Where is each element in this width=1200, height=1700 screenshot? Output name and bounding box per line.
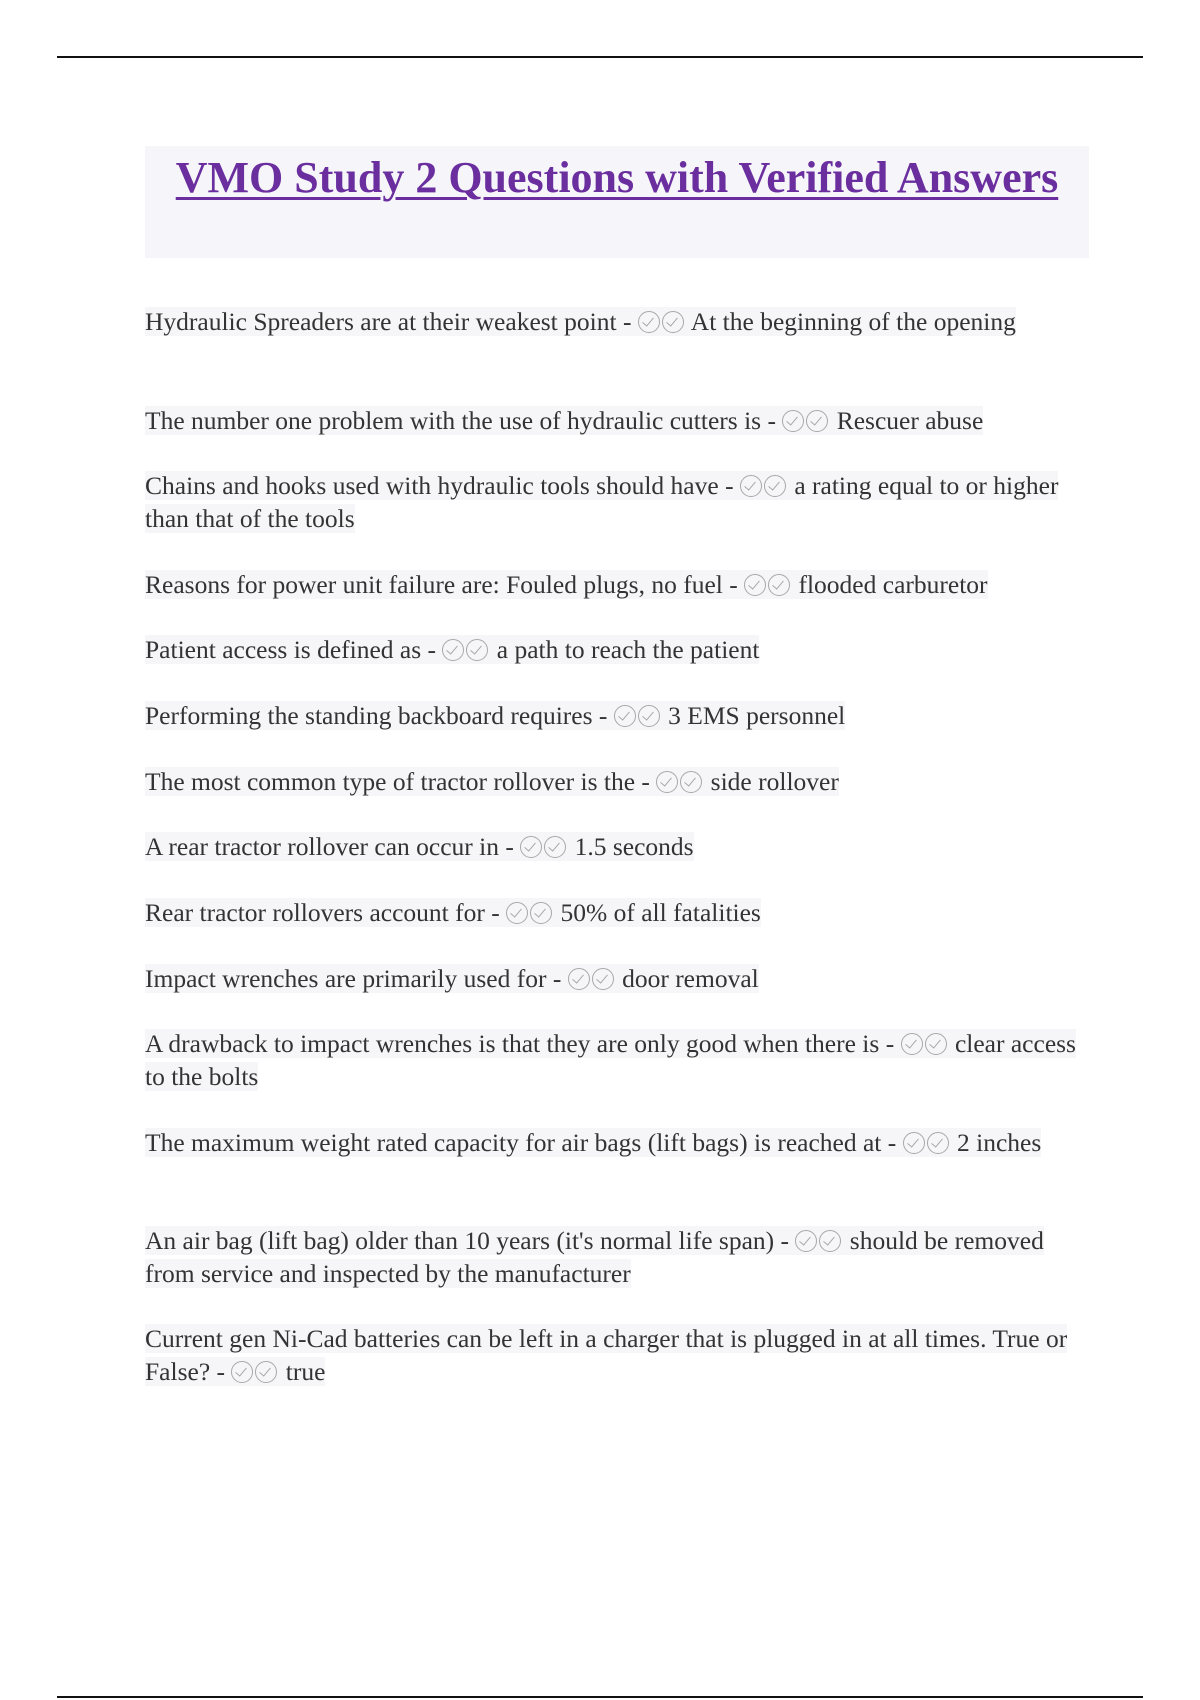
qa-item	[145, 765, 1089, 798]
check-icon	[656, 771, 678, 793]
qa-item	[145, 1322, 1089, 1388]
check-icon	[806, 410, 828, 432]
check-icon	[638, 311, 660, 333]
separator: -	[879, 1029, 901, 1058]
question-text: The number one problem with the use of hydraulic cutters is	[145, 406, 762, 435]
separator: -	[616, 307, 638, 336]
check-icon	[520, 836, 542, 858]
check-icon	[466, 639, 488, 661]
answer-text: a path to reach the patient	[496, 635, 760, 664]
answer-text: should be removed from service and inspected by the manufacturer	[145, 1226, 1044, 1288]
qa-item	[145, 568, 1089, 601]
answer-text: clear access to the bolts	[145, 1029, 1076, 1091]
check-icon	[819, 1230, 841, 1252]
document-title: VMO Study 2 Questions with Verified Answers	[175, 153, 1059, 202]
title-box	[145, 146, 1089, 258]
separator: -	[881, 1128, 903, 1157]
question-text: A drawback to impact wrenches is that they are only good when there is	[145, 1029, 880, 1058]
check-icon	[740, 475, 762, 497]
question-text: The maximum weight rated capacity for air bags (lift bags) is reached at	[145, 1128, 882, 1157]
separator: -	[421, 635, 443, 664]
check-icon	[614, 705, 636, 727]
qa-item	[145, 830, 1089, 863]
check-icon	[231, 1361, 253, 1383]
answer-text: 1.5 seconds	[574, 832, 694, 861]
answer-text: flooded carburetor	[798, 570, 988, 599]
answer-text: side rollover	[710, 767, 839, 796]
check-icon	[744, 574, 766, 596]
answer-text: a rating equal to or higher than that of the tools	[145, 471, 1059, 533]
question-text: Patient access is defined as	[145, 635, 422, 664]
separator: -	[635, 767, 657, 796]
separator: -	[546, 964, 568, 993]
check-icon	[901, 1033, 923, 1055]
qa-item	[145, 699, 1089, 732]
separator: -	[761, 406, 783, 435]
check-icon	[768, 574, 790, 596]
separator: -	[722, 570, 745, 599]
answer-text: true	[285, 1357, 326, 1386]
answer-text: door removal	[622, 964, 759, 993]
check-icon	[544, 836, 566, 858]
question-text: Current gen Ni-Cad batteries can be left in a charger that is plugged in at all times. True or False?	[145, 1324, 1068, 1386]
separator: -	[484, 898, 507, 927]
qa-item	[145, 404, 1089, 437]
qa-item	[145, 1027, 1089, 1093]
separator: -	[210, 1357, 232, 1386]
answer-text: 50% of all fatalities	[560, 898, 761, 927]
check-icon	[592, 968, 614, 990]
question-text: A rear tractor rollover can occur in	[145, 832, 499, 861]
check-icon	[530, 902, 552, 924]
answer-text: 3 EMS personnel	[668, 701, 846, 730]
question-text: Impact wrenches are primarily used for	[145, 964, 547, 993]
separator: -	[774, 1226, 796, 1255]
check-icon	[662, 311, 684, 333]
qa-item	[145, 305, 1089, 338]
check-icon	[903, 1132, 925, 1154]
question-text: The most common type of tractor rollover is the	[145, 767, 636, 796]
check-icon	[638, 705, 660, 727]
question-text: Chains and hooks used with hydraulic tools should have	[145, 471, 719, 500]
separator: -	[499, 832, 521, 861]
separator: -	[592, 701, 614, 730]
question-text: Reasons for power unit failure are: Fouled plugs, no fuel	[145, 570, 723, 599]
answer-text: At the beginning of the opening	[690, 307, 1016, 336]
check-icon	[506, 902, 528, 924]
qa-item	[145, 469, 1089, 535]
question-text: Rear tractor rollovers account for	[145, 898, 485, 927]
check-icon	[442, 639, 464, 661]
check-icon	[680, 771, 702, 793]
qa-item	[145, 1224, 1089, 1290]
qa-item	[145, 896, 1089, 929]
question-text: Performing the standing backboard requires	[145, 701, 593, 730]
check-icon	[764, 475, 786, 497]
answer-text: 2 inches	[957, 1128, 1042, 1157]
qa-item	[145, 962, 1089, 995]
top-rule	[57, 56, 1143, 58]
bottom-rule	[57, 1696, 1143, 1698]
qa-item	[145, 633, 1089, 666]
check-icon	[927, 1132, 949, 1154]
question-text: Hydraulic Spreaders are at their weakest point	[145, 307, 617, 336]
check-icon	[795, 1230, 817, 1252]
check-icon	[568, 968, 590, 990]
question-text: An air bag (lift bag) older than 10 years (it's normal life span)	[145, 1226, 775, 1255]
answer-text: Rescuer abuse	[836, 406, 984, 435]
separator: -	[718, 471, 740, 500]
check-icon	[925, 1033, 947, 1055]
qa-item	[145, 1126, 1089, 1159]
check-icon	[255, 1361, 277, 1383]
check-icon	[782, 410, 804, 432]
